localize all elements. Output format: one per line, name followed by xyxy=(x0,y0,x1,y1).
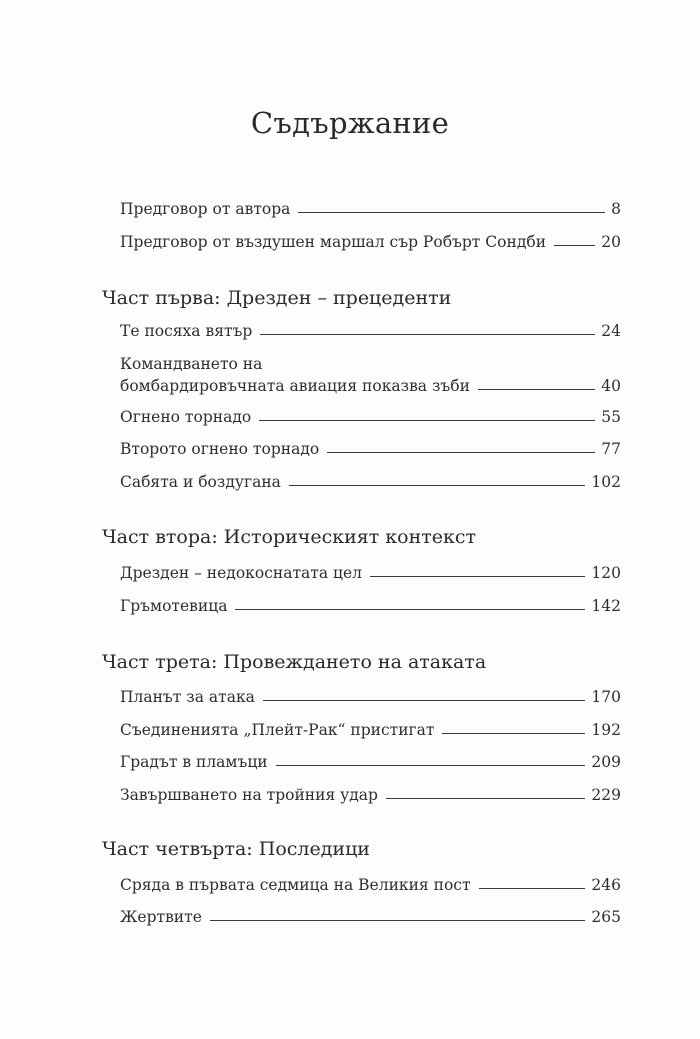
entry-page: 55 xyxy=(601,408,621,426)
toc-entry[interactable] xyxy=(120,322,621,340)
entry-title: Сабята и боздугана xyxy=(120,473,281,491)
entry-page: 8 xyxy=(611,200,621,218)
entry-title: Предговор от въздушен маршал сър Робърт Сондби xyxy=(120,233,547,251)
entry-page: 77 xyxy=(601,440,621,458)
part-heading: Част трета: Провеждането на атаката xyxy=(102,651,487,673)
entry-page: 120 xyxy=(591,564,621,582)
entry-title: Гръмотевица xyxy=(120,597,228,615)
entry-title: Дрезден – недокоснатата цел xyxy=(120,564,362,582)
entry-page: 40 xyxy=(601,377,621,395)
toc-entry[interactable] xyxy=(120,786,621,804)
leader-line xyxy=(442,733,585,734)
toc-entry[interactable] xyxy=(120,876,621,894)
entry-page: 142 xyxy=(591,597,621,615)
entry-title-line2: бомбардировъчната авиация показва зъби xyxy=(120,377,470,395)
leader-line xyxy=(263,700,586,701)
entry-page: 209 xyxy=(591,753,621,771)
leader-line xyxy=(327,452,595,453)
leader-line xyxy=(259,420,595,421)
leader-line xyxy=(210,920,586,921)
page-title: Съдържание xyxy=(250,106,450,140)
entry-title: Те посяха вятър xyxy=(120,322,253,340)
leader-line xyxy=(478,389,595,390)
entry-title: Планът за атака xyxy=(120,688,255,706)
entry-page: 24 xyxy=(601,322,621,340)
toc-entry[interactable] xyxy=(120,753,621,771)
entry-title: Огнено торнадо xyxy=(120,408,252,426)
entry-page: 170 xyxy=(591,688,621,706)
entry-page: 102 xyxy=(591,473,621,491)
toc-entry[interactable] xyxy=(120,473,621,491)
entry-page: 229 xyxy=(591,786,621,804)
leader-line xyxy=(386,798,585,799)
entry-page: 20 xyxy=(601,233,621,251)
entry-title: Сряда в първата седмица на Великия пост xyxy=(120,876,471,894)
part-heading: Част първа: Дрезден – прецеденти xyxy=(102,287,452,309)
leader-line xyxy=(289,485,585,486)
leader-line xyxy=(479,888,586,889)
part-heading: Част четвърта: Последици xyxy=(102,838,370,860)
entry-title: Завършването на тройния удар xyxy=(120,786,378,804)
toc-entry[interactable] xyxy=(120,688,621,706)
entry-title: Второто огнено торнадо xyxy=(120,440,320,458)
leader-line xyxy=(554,245,595,246)
toc-entry[interactable] xyxy=(120,440,621,458)
entry-page: 192 xyxy=(591,721,621,739)
toc-entry[interactable] xyxy=(120,597,621,615)
entry-page: 265 xyxy=(591,908,621,926)
entry-page: 246 xyxy=(591,876,621,894)
entry-title-line1: Командването на xyxy=(120,355,263,373)
toc-entry[interactable] xyxy=(120,564,621,582)
leader-line xyxy=(298,212,605,213)
entry-title: Градът в пламъци xyxy=(120,753,268,771)
toc-entry[interactable] xyxy=(120,355,621,395)
leader-line xyxy=(235,609,585,610)
toc-entry[interactable] xyxy=(120,233,621,251)
toc-entry[interactable] xyxy=(120,908,621,926)
toc-entry[interactable] xyxy=(120,408,621,426)
entry-title: Съединенията „Плейт-Рак“ пристигат xyxy=(120,721,435,739)
leader-line xyxy=(260,334,595,335)
leader-line xyxy=(370,576,585,577)
part-heading: Част втора: Историческият контекст xyxy=(102,526,477,548)
leader-line xyxy=(276,765,586,766)
entry-title: Предговор от автора xyxy=(120,200,291,218)
toc-entry[interactable] xyxy=(120,721,621,739)
toc-entry[interactable] xyxy=(120,200,621,218)
entry-title: Жертвите xyxy=(120,908,202,926)
